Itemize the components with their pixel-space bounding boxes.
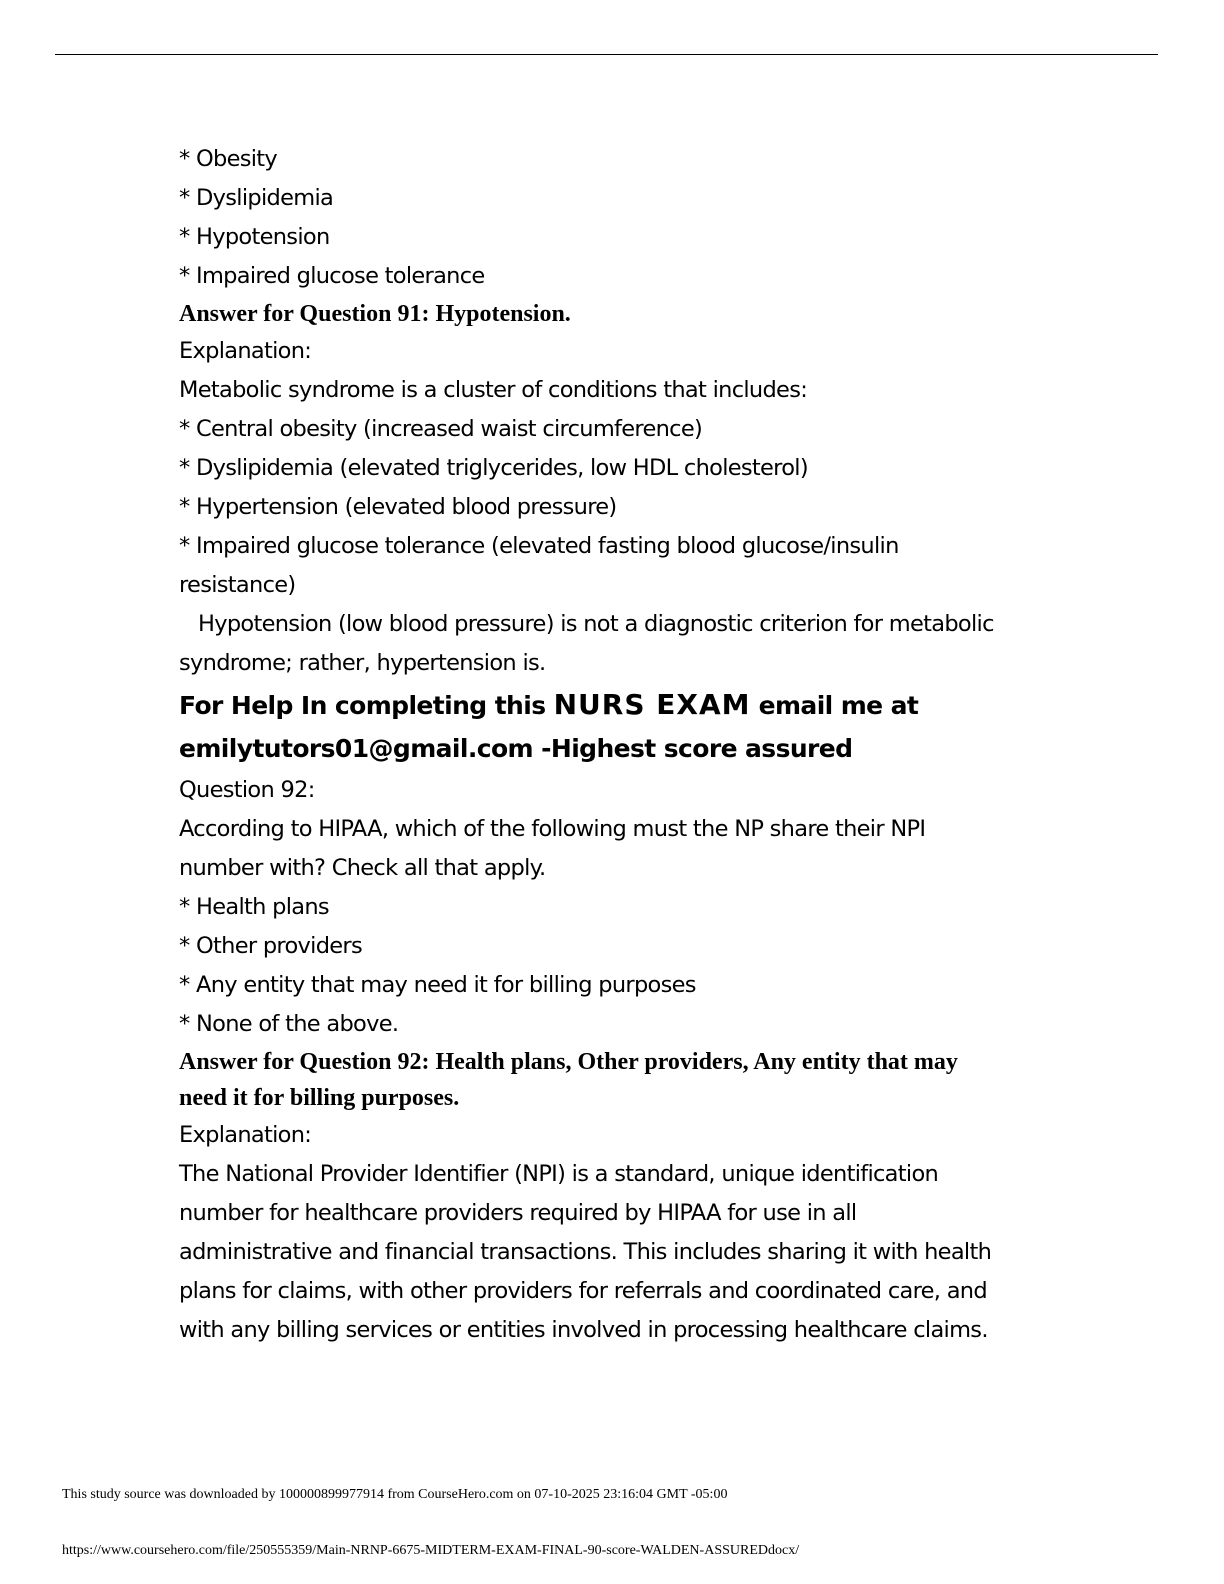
option-dyslipidemia: * Dyslipidemia (179, 185, 334, 211)
q92-explanation-line: administrative and financial transactions. This includes sharing it with health (179, 1239, 992, 1265)
q92-option: * Any entity that may need it for billing purposes (179, 972, 696, 998)
q91-explanation-line: * Central obesity (increased waist circumference) (179, 416, 703, 442)
document-body (179, 140, 1079, 1350)
q92-text-line: number with? Check all that apply. (179, 855, 546, 881)
promo-line-2: emilytutors01@gmail.com -Highest score assured (179, 734, 853, 763)
q91-explanation-line: Metabolic syndrome is a cluster of conditions that includes: (179, 377, 808, 403)
q91-note-line: syndrome; rather, hypertension is. (179, 650, 546, 676)
q91-explanation-line: resistance) (179, 572, 296, 598)
promo-text: email me at (750, 691, 919, 720)
q92-explanation-label: Explanation: (179, 1122, 312, 1148)
q91-explanation-line: * Dyslipidemia (elevated triglycerides, low HDL cholesterol) (179, 455, 808, 481)
promo-line-1 (179, 683, 1079, 727)
q92-option: * None of the above. (179, 1011, 399, 1037)
q91-explanation-line: * Hypertension (elevated blood pressure) (179, 494, 617, 520)
q92-explanation-line: number for healthcare providers required by HIPAA for use in all (179, 1200, 857, 1226)
q91-answer: Answer for Question 91: Hypotension. (179, 301, 571, 327)
q92-label: Question 92: (179, 777, 315, 803)
q92-option: * Other providers (179, 933, 363, 959)
q92-answer-line: Answer for Question 92: Health plans, Other providers, Any entity that may (179, 1049, 958, 1075)
q92-text-line: According to HIPAA, which of the following must the NP share their NPI (179, 816, 926, 842)
q92-answer-line: need it for billing purposes. (179, 1085, 460, 1111)
q92-explanation-line: plans for claims, with other providers for referrals and coordinated care, and (179, 1278, 987, 1304)
q91-note-line: Hypotension (low blood pressure) is not a diagnostic criterion for metabolic (198, 611, 994, 637)
option-impaired-glucose: * Impaired glucose tolerance (179, 263, 485, 289)
footer-source-note: This study source was downloaded by 100000899977914 from CourseHero.com on 07-10-2025 23:16:04 GMT -05:00 (62, 1487, 728, 1502)
q92-explanation-line: with any billing services or entities involved in processing healthcare claims. (179, 1317, 988, 1343)
option-obesity: * Obesity (179, 146, 278, 172)
q91-explanation-label: Explanation: (179, 338, 312, 364)
q91-explanation-line: * Impaired glucose tolerance (elevated fasting blood glucose/insulin (179, 533, 899, 559)
q92-explanation-line: The National Provider Identifier (NPI) is a standard, unique identification (179, 1161, 939, 1187)
option-hypotension: * Hypotension (179, 224, 330, 250)
header-rule (55, 54, 1158, 55)
footer-url[interactable]: https://www.coursehero.com/file/250555359/Main-NRNP-6675-MIDTERM-EXAM-FINAL-90-score-WALDEN-ASSUREDdocx/ (62, 1543, 800, 1558)
q92-option: * Health plans (179, 894, 329, 920)
promo-exam-name: NURS EXAM (553, 688, 751, 721)
promo-text: For Help In completing this (179, 691, 554, 720)
